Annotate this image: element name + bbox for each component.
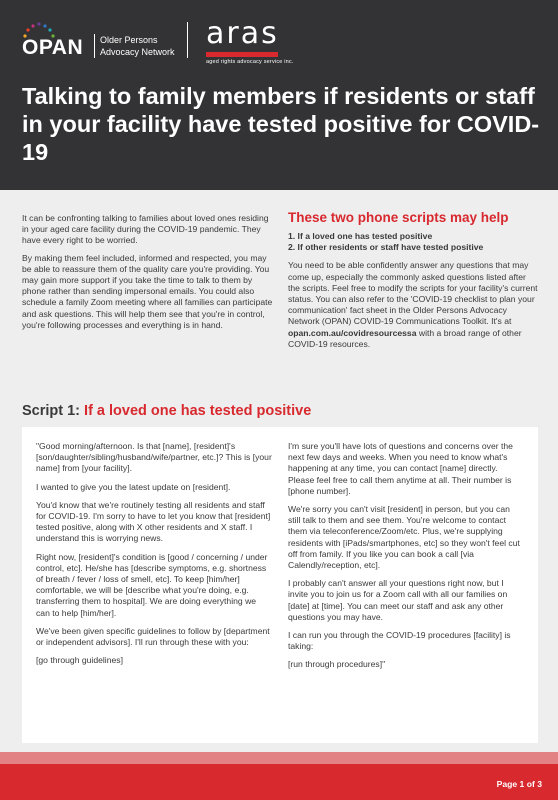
script1-paragraph: I'm sure you'll have lots of questions and concerns over the next few days and weeks. When you need to know what's happening at any time, you can contact [name] directly. Please feel free to call them anytime at all. Their number is [phone number]. — [288, 441, 513, 496]
script1-paragraph: I wanted to give you the latest update on [resident]. — [36, 481, 231, 492]
scripts-body-text-end: with a broad range of other COVID-19 resources. — [288, 327, 522, 349]
header-banner — [0, 0, 558, 190]
script1-left-column — [36, 441, 272, 673]
page-number: Page 1 of 3 — [496, 779, 542, 789]
script1-paragraph: We're sorry you can't visit [resident] in person, but you can still talk to them and see them. You're welcome to contact them via teleconference/Zoom/etc. Plus, we're supplying residents with [iPads/smartphones, etc] so they won't feel cut off from family. If you like you can book a call [via Calendly/reception, etc]. — [288, 504, 520, 571]
script1-paragraph: I probably can't answer all your questions right now, but I invite you to join us for a Zoom call with all our families on [date] at [time]. You can meet our staff and ask any other questions you may have. — [288, 578, 508, 622]
script1-right-column — [288, 441, 524, 678]
intro-paragraph-2: By making them feel included, informed and respected, you may be able to reassure them of the quality care you're providing. You may gain more support if you take the time to talk to them by phone rather than sending impersonal emails. You could also schedule a family Zoom meeting where all families can participate and ask questions. This will help them see that you're in control, you're following processes and everything is in hand. — [22, 252, 273, 330]
footer — [0, 764, 558, 800]
aras-logo-bar — [206, 52, 278, 57]
scripts-heading: These two phone scripts may help — [288, 210, 509, 225]
page-title: Talking to family members if residents or staff in your facility have tested positive for COVID-19 — [22, 83, 540, 165]
opan-subtitle-line1: Older Persons — [100, 35, 158, 45]
script1-paragraph: [run through procedures]" — [288, 659, 386, 670]
script1-paragraph: You'd know that we're routinely testing all residents and staff for COVID-19. I'm sorry to have to let you know that [resident] tested positive, along with X other residents and X staff. I understand this is worrying news. — [36, 499, 271, 544]
scripts-body-text: You need to be able confidently answer any questions that may come up, especially the commonly asked questions listed after the scripts. Feel free to modify the scripts for your facility's current status. You can also refer to the 'COVID-19 checklist to plan your communication' fact sheet in the Older Persons Advocacy Network (OPAN) COVID-19 Communications Toolkit. It's at — [288, 260, 538, 327]
script1-title: If a loved one has tested positive — [84, 403, 312, 419]
scripts-list-item: 1. If a loved one has tested positive — [288, 231, 433, 241]
scripts-list — [288, 231, 538, 253]
script1-paragraph: I can run you through the COVID-19 procedures [facility] is taking: — [288, 630, 511, 652]
opan-logo-subtitle — [94, 34, 175, 58]
opan-subtitle-line2: Advocacy Network — [100, 47, 175, 57]
script1-paragraph: [go through guidelines] — [36, 655, 123, 666]
script1-heading — [22, 403, 311, 419]
script1-panel — [22, 427, 538, 743]
resources-link[interactable]: opan.com.au/covidresourcessa — [288, 327, 417, 338]
script1-paragraph: Right now, [resident]'s condition is [good / concerning / under control, etc]. He/she has [describe symptoms, e.g. shortness of breath / fever / loss of smell, etc]. To keep [him/her] comfortable, we will be [describe what you're doing, e.g. transferring them to hospital]. We are doing everything we can to help [him/her]. — [36, 551, 268, 618]
aras-logo-text: aras — [206, 16, 279, 51]
script1-paragraph: "Good morning/afternoon. Is that [name], [resident]'s [son/daughter/sibling/husband/wife/partner, etc.]? This is [your name] from [your facility]. — [36, 441, 272, 474]
intro-text — [22, 213, 274, 337]
intro-paragraph-1: It can be confronting talking to families about loved ones residing in your aged care facility during the COVID-19 pandemic. They have every right to be worried. — [22, 213, 269, 246]
aras-logo-subtitle: aged rights advocacy service inc. — [206, 59, 294, 65]
scripts-body — [288, 260, 538, 350]
logo-area — [22, 16, 422, 65]
opan-logo-text: OPAN — [22, 36, 84, 59]
scripts-info — [288, 210, 538, 350]
scripts-list-item: 2. If other residents or staff have tested positive — [288, 242, 484, 253]
script1-prefix: Script 1: — [22, 403, 81, 419]
script1-paragraph: We've been given specific guidelines to follow by [department or independent advisors]. I'll run through these with you: — [36, 625, 270, 648]
logo-divider — [187, 22, 188, 58]
footer-band — [0, 752, 558, 764]
